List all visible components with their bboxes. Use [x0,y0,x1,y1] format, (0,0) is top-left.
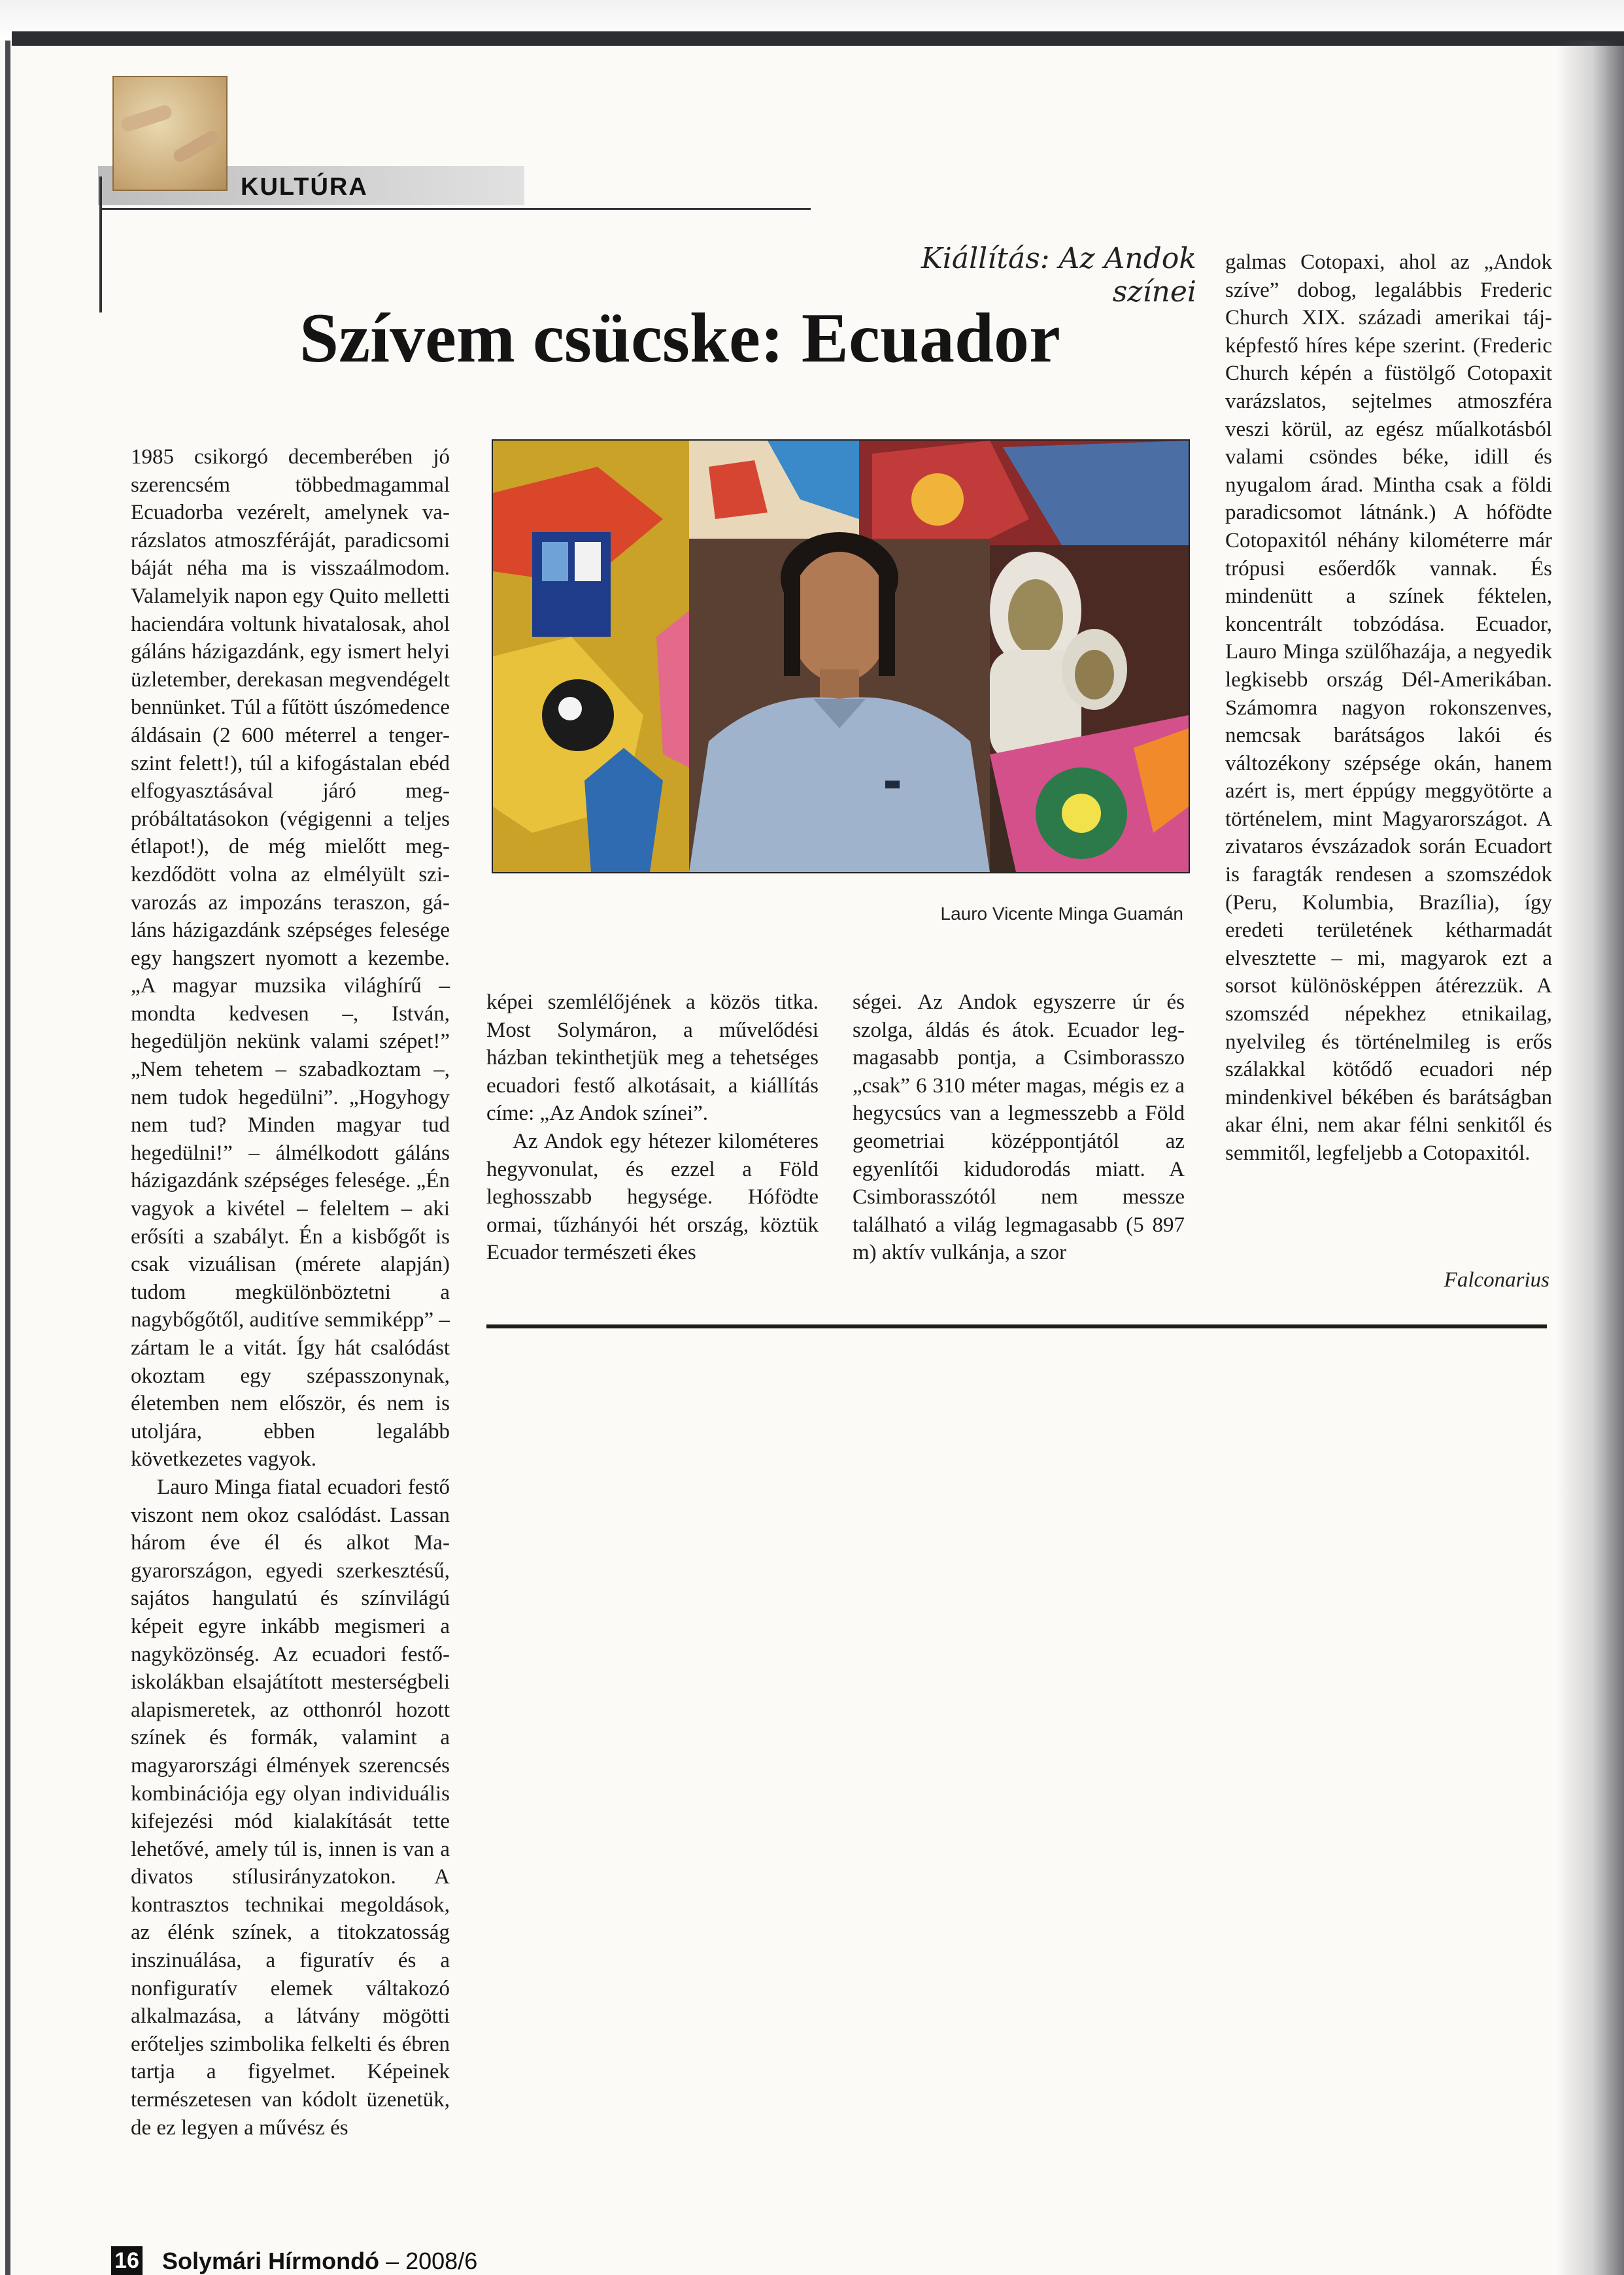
photo-caption: Lauro Vicente Minga Guamán [940,903,1183,924]
section-label: KULTÚRA [241,173,368,201]
page-left-rule [5,41,10,2275]
binding-shadow [1556,41,1624,2275]
paragraph: képei szemlélőjének a közös titka. Most Solymáron, a művelődési házban tekinthetjük meg a tehetséges ecuadori festő alkotásait, a kiállítás címe: „Az Andok színei”. [486,990,819,1126]
paragraph: 1985 csikorgó decemberében jó szerencsém többedmagammal Ecuadorba vezérelt, amelynek varázslatos atmoszféráját, paradicsomi báját néha ma is visszaálmodom. Valamelyik napon egy Quito melletti haciendára voltunk hivatalosak, ahol gáláns házigazdánk, egy ismert helyi üzletember, derekasan megvendégelt bennünket. Túl a fűtött úszómedence áldásain (2 600 méterrel a tengerszint felett!), túl a kifogástalan ebéd elfogyasztásával járó megpróbáltatásokon (végigenni a teljes étlapot!), de még mielőtt megkezdődött volna az elmélyült szivarozás az impozáns teraszon, gáláns házigazdánk szépséges felesége egy hangszert nyomott a kezembe. „A magyar muzsika világhírű – mondta kedvesen –, István, hegedüljön nekünk valami szépet!” „Nem tehetem – szabadkoztam –, nem tudok hegedülni”. „Hogyhogy nem tud? Minden magyar tud hegedülni!” – álmélkodott gáláns házigazdánk szépséges felesége. „Én vagyok a kivétel – feleltem – aki erősíti a szabályt. Én a kisbőgőt is csak vizuálisan (mérete alapján) tudom megkülönböztetni a nagybőgőtől, auditíve semmiképp” – zártam le a vitát. Így hát csalódást okoztam egy szépasszonynak, életemben nem először, és nem is utoljára, ebben legalább következetes vagyok. [131,445,450,1472]
page-number: 16 [111,2246,143,2275]
footer-publication [162,2248,477,2275]
page-top-rule [12,31,1624,46]
article-column-4 [1225,248,1552,1168]
article-column-2 [486,988,819,1267]
article-end-rule [486,1324,1547,1328]
paragraph: ségei. Az Andok egyszerre úr és szolga, áldás és átok. Ecuador legmagasabb pontja, a Csimborasszo „csak” 6 310 méter magas, mégis ez a hegycsúcs van a legmesszebb a Föld geometriai középpontjától az egyenlítői kidudorodás miatt. A Csimborasszótól nem messze található a világ legmagasabb (5 897 m) aktív vulkánja, a szor [853,990,1185,1265]
publication-name: Solymári Hírmondó [162,2248,380,2274]
paragraph: Az Andok egy hétezer kilométeres hegyvonulat, és ezzel a Föld leghosszabb hegysége. Hófödte ormai, tűzhányói hét ország, köztük Ecuador természeti ékes [486,1129,819,1265]
paragraph: galmas Cotopaxi, ahol az „Andok szíve” dobog, legalábbis Frederic Church XIX. századi amerikai tájképfestő híres képe szerint. (Frederic Church képén a füstölgő Cotopaxit varázslatos, sejtelmes atmoszféra veszi körül, az egész műalkotásból valami csöndes béke, idill és nyugalom árad. Mintha csak a földi paradicsomot látnánk.) A hófödte Cotopaxitól néhány kilométerre már trópusi esőerdők vannak. És mindenütt a színek féktelen, koncentrált tobzódása. Ecuador, Lauro Minga szülőhazája, a negyedik legkisebb ország Dél-Amerikában. Számomra nagyon rokonszenves, nemcsak barátságos lakói és változékony szépsége okán, hanem azért is, mert éppúgy meggyötörte a történelem, mint Magyarországot. A zivataros évszázadok során Ecuadort is faragták rendesen a szomszédok (Peru, Kolumbia, Brazília), így eredeti területének kétharmadát elvesztette – mi, magyarok ezt a sorsot különösképpen átérezzük. A szomszéd népekhez etnikailag, nyelvileg és történelmileg is erős szálakkal kötődő ecuadori nép mindenkivel békében és barátságban akar élni, nem akar félni senkitől és semmitől, legfeljebb a Cotopaxitól. [1225,250,1552,1165]
creation-of-adam-hands-icon [112,76,228,191]
article-column-1 [131,443,450,2142]
article-byline: Falconarius [1444,1268,1549,1292]
portrait-photo [492,439,1190,873]
article-kicker: Kiállítás: Az Andok színei [921,242,1196,309]
paragraph: Lauro Minga fiatal ecuadori festő viszont nem okoz csalódást. Lassan három éve él és alkot Magyarországon, egyedi szerkesztésű, sajátos hangulatú és színvilágú képeit egyre inkább megismeri a nagyközönség. Az ecuadori festőiskolákban elsajátított mesterségbeli alapismeretek, az otthonról hozott színek és formák, valamint a magyarországi élmények szerencsés kombinációja egy olyan individuális kifejezési mód kialakítását tette lehetővé, amely túl is, innen is van a divatos stílusirányzatokon. A kontrasztos technikai megoldások, az élénk színek, a titokzatosság inszinuálása, a figuratív és a nonfiguratív elemek váltakozó alkalmazása, a látvány mögötti erőteljes szimbolika felkelti és ébren tartja a figyelmet. Képeinek természetesen van kódolt üzenetük, de ez legyen a művész és [131,1475,450,2140]
section-vertical-rule [99,177,102,312]
article-column-3 [853,988,1185,1267]
issue-number: – 2008/6 [386,2248,478,2274]
section-horizontal-rule [99,208,811,210]
article-headline: Szívem csücske: Ecuador [299,299,1060,377]
